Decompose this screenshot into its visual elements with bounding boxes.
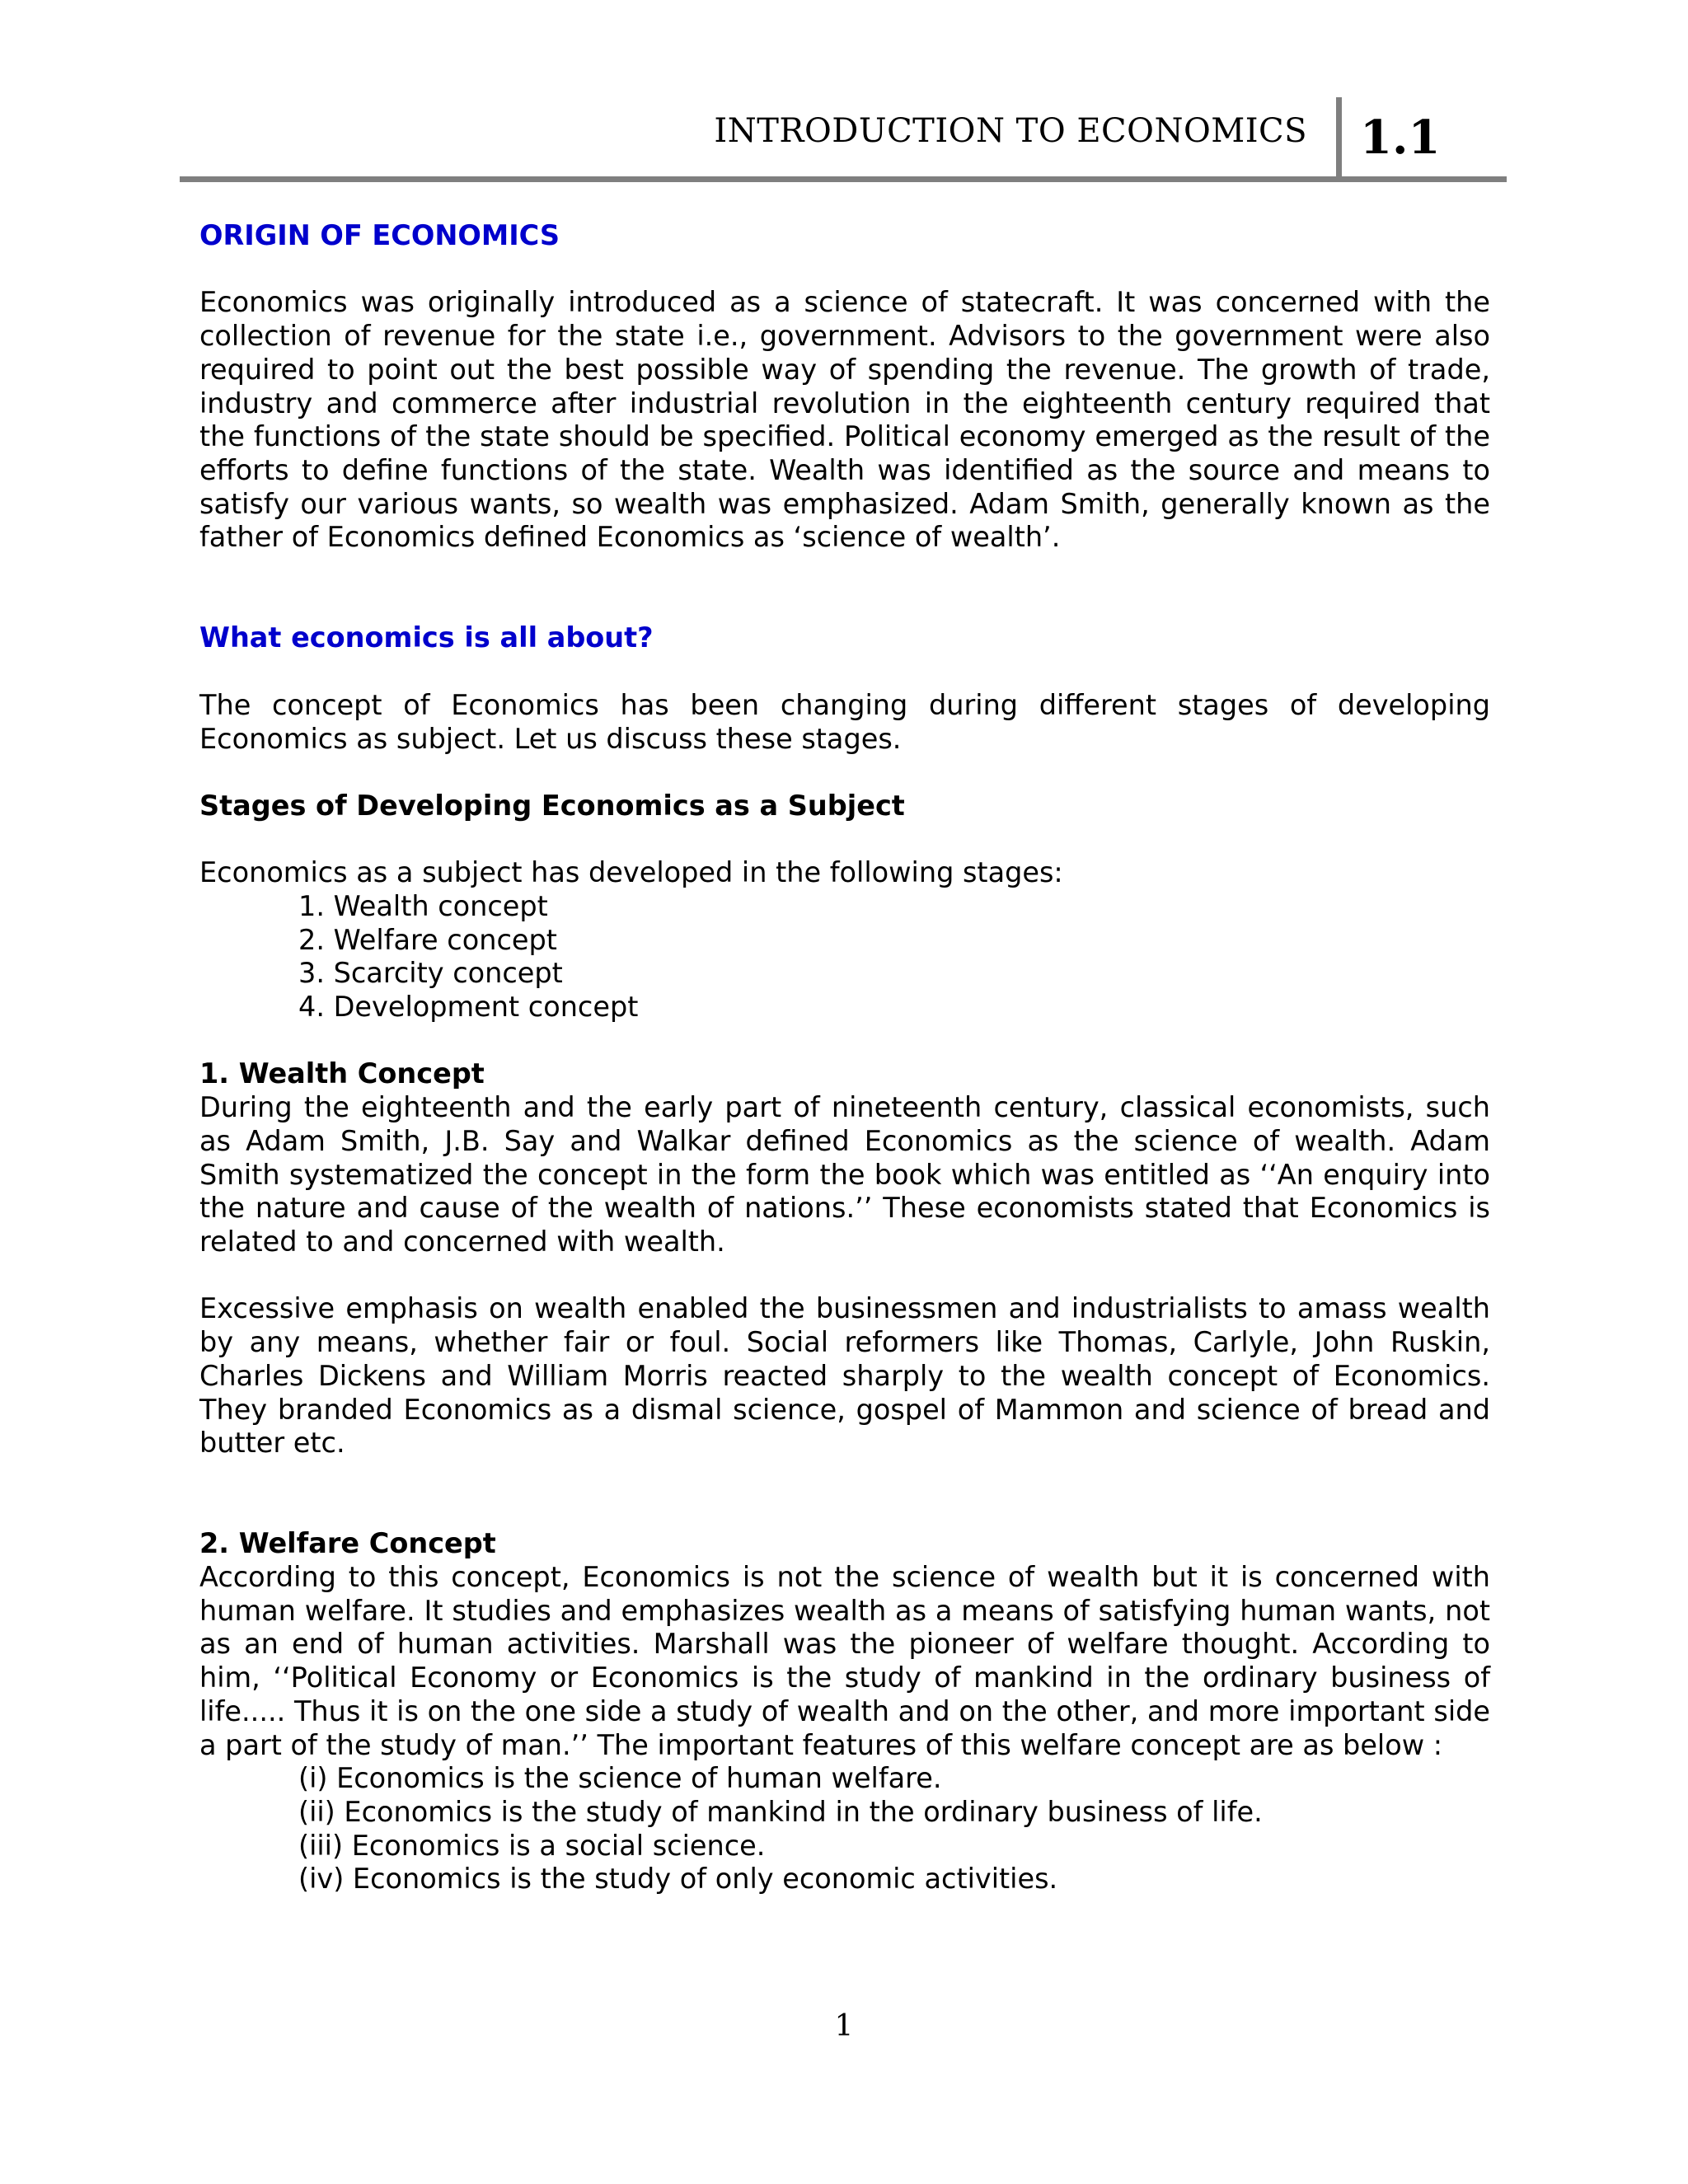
header-vertical-divider	[1336, 97, 1342, 180]
list-item: (i) Economics is the science of human welfare.	[298, 1762, 942, 1795]
header-title: INTRODUCTION TO ECONOMICS	[714, 112, 1307, 150]
list-item: 1. Wealth concept	[298, 889, 548, 922]
page-number: 1	[834, 2009, 854, 2043]
origin-heading: ORIGIN OF ECONOMICS	[199, 219, 560, 251]
list-item: (iv) Economics is the study of only economic activities.	[298, 1863, 1058, 1896]
list-item: 2. Welfare concept	[298, 923, 557, 956]
list-item: 3. Scarcity concept	[298, 957, 563, 990]
wealth-paragraph-1: During the eighteenth and the early part of nineteenth century, classical economists, such as Adam Smith, J.B. Say and Walkar defined Economics as the science of wealth. Adam Smith systematized the concept in the form the book which was entitled as ‘‘An enquiry into the nature and cause of the wealth of nations.’’ These economists stated that Economics is related to and concerned with wealth.	[199, 1091, 1490, 1258]
stages-intro: Economics as a subject has developed in the following stages:	[199, 856, 1063, 889]
about-heading: What economics is all about?	[199, 621, 654, 654]
welfare-heading: 2. Welfare Concept	[199, 1527, 496, 1560]
list-item: 4. Development concept	[298, 991, 639, 1024]
wealth-paragraph-2: Excessive emphasis on wealth enabled the businessmen and industrialists to amass wealth by any means, whether fair or foul. Social reformers like Thomas, Carlyle, John Ruskin, Charles Dickens and William Morris reacted sharply to the wealth concept of Economics. They branded Economics as a dismal science, gospel of Mammon and science of bread and butter etc.	[199, 1292, 1490, 1460]
header-rule	[180, 176, 1507, 182]
stages-heading: Stages of Developing Economics as a Subject	[199, 789, 905, 822]
page-header	[180, 97, 1507, 183]
stages-list	[199, 890, 1490, 1024]
document-body	[199, 219, 1490, 1896]
origin-paragraph: Economics was originally introduced as a science of statecraft. It was concerned with the collection of revenue for the state i.e., government. Advisors to the government were also required to point out the best possible way of spending the revenue. The growth of trade, industry and commerce after industrial revolution in the eighteenth century required that the functions of the state should be specified. Political economy emerged as the result of the efforts to define functions of the state. Wealth was identified as the source and means to satisfy our various wants, so wealth was emphasized. Adam Smith, generally known as the father of Economics defined Economics as ‘science of wealth’.	[199, 286, 1490, 554]
welfare-features-list	[199, 1762, 1490, 1896]
wealth-heading: 1. Wealth Concept	[199, 1057, 485, 1090]
about-paragraph: The concept of Economics has been changing during different stages of developing Economics as subject. Let us discuss these stages.	[199, 688, 1490, 755]
list-item: (iii) Economics is a social science.	[298, 1829, 766, 1862]
welfare-paragraph: According to this concept, Economics is not the science of wealth but it is concerned with human welfare. It studies and emphasizes wealth as a means of satisfying human wants, not as an end of human activities. Marshall was the pioneer of welfare thought. According to him, ‘‘Political Economy or Economics is the study of mankind in the ordinary business of life..... Thus it is on the one side a study of wealth and on the other, and more important side a part of the study of man.’’ The important features of this welfare concept are as below :	[199, 1561, 1490, 1761]
chapter-number: 1.1	[1360, 110, 1441, 165]
list-item: (ii) Economics is the study of mankind in the ordinary business of life.	[298, 1795, 1263, 1828]
